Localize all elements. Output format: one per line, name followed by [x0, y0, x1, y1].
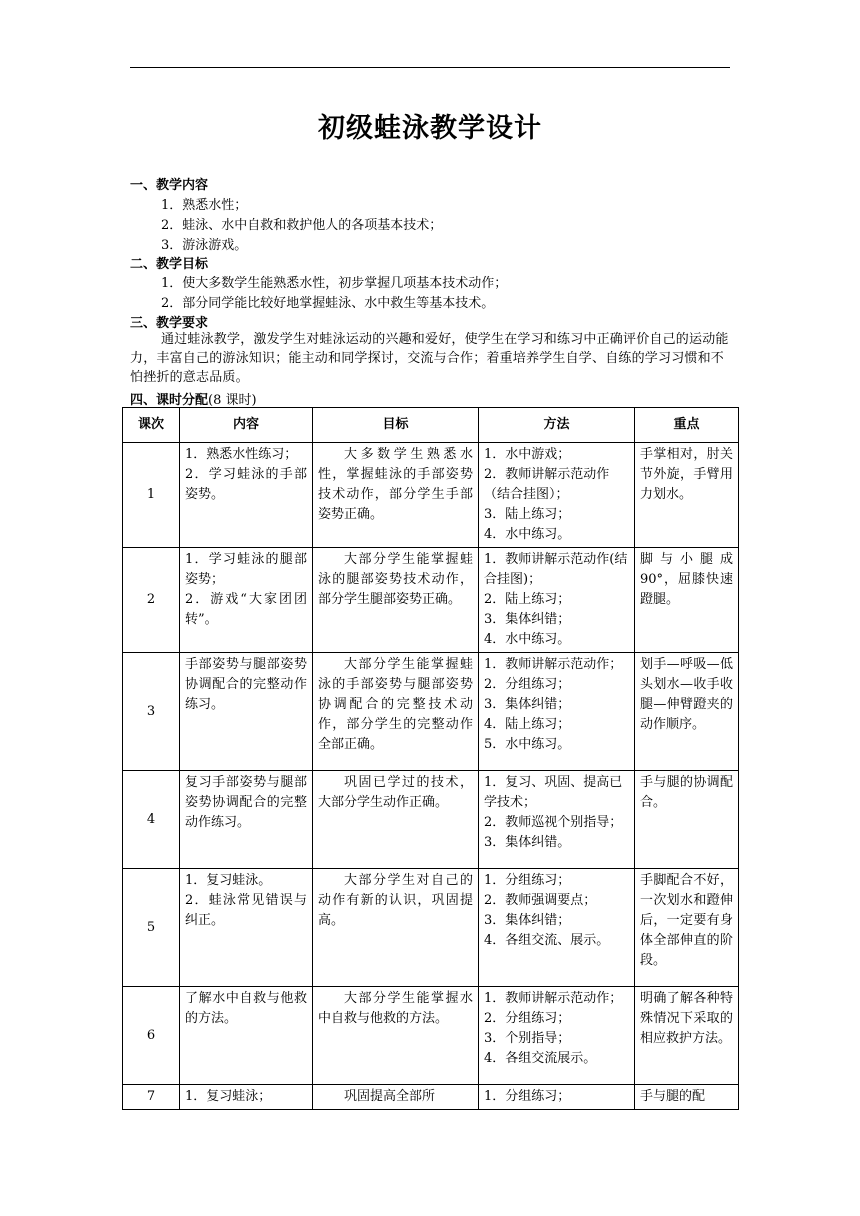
- content-line: 1．学习蛙泳的腿部姿势；: [185, 552, 307, 587]
- method-line: 1．分组练习；: [484, 1089, 571, 1104]
- cell-session-number: 6: [123, 987, 180, 1085]
- cell-focus: 划手—呼吸—低头划水—收手收腿—伸臂蹬夹的动作顺序。: [635, 653, 739, 771]
- cell-content: [180, 987, 313, 1085]
- method-line: 5．水中练习。: [484, 737, 571, 752]
- content-line: 2．学习蛙泳的手部姿势。: [185, 467, 307, 502]
- cell-method: [479, 443, 635, 548]
- method-line: 3．集体纠错；: [484, 612, 571, 627]
- header-goal: 目标: [313, 408, 479, 443]
- cell-method: [479, 771, 635, 869]
- cell-goal: 巩固已学过的技术，大部分学生动作正确。: [313, 771, 479, 869]
- cell-focus: 手脚配合不好，一次划水和蹬伸后，一定要有身体全部伸直的阶段。: [635, 869, 739, 987]
- cell-session-number: 4: [123, 771, 180, 869]
- table-row: [123, 443, 739, 548]
- content-item: 2．蛙泳、水中自救和救护他人的各项基本技术；: [161, 218, 443, 233]
- method-line: 1．水中游戏；: [484, 447, 571, 462]
- goal-item: 1．使大多数学生能熟悉水性，初步掌握几项基本技术动作；: [161, 276, 508, 291]
- cell-method: [479, 869, 635, 987]
- content-line: 2．蛙泳常见错误与纠正。: [185, 893, 307, 928]
- cell-goal: 大部分学生能掌握蛙泳的腿部姿势技术动作，部分学生腿部姿势正确。: [313, 548, 479, 653]
- table-row: [123, 771, 739, 869]
- document-title: 初级蛙泳教学设计: [318, 113, 542, 144]
- method-line: 2．教师讲解示范动作（结合挂图）；: [484, 467, 610, 502]
- content-line: 复习手部姿势与腿部姿势协调配合的完整动作练习。: [185, 775, 307, 830]
- table-row: [123, 1085, 739, 1110]
- header-rule: [130, 67, 730, 68]
- cell-content: [180, 548, 313, 653]
- method-line: 3．集体纠错；: [484, 913, 571, 928]
- method-line: 1．教师讲解示范动作(结合挂图)；: [484, 552, 628, 587]
- method-line: 4．水中练习。: [484, 632, 571, 647]
- content-line: 了解水中自救与他救的方法。: [185, 991, 307, 1026]
- cell-focus: 脚与小腿成 90°，屈膝快速蹬腿。: [635, 548, 739, 653]
- content-line: 2．游戏“大家团团转”。: [185, 592, 307, 627]
- header-session: 课次: [123, 408, 180, 443]
- method-line: 3．陆上练习；: [484, 507, 571, 522]
- cell-content: [180, 653, 313, 771]
- method-line: 3．个别指导；: [484, 1031, 571, 1046]
- cell-method: [479, 653, 635, 771]
- cell-content: [180, 1085, 313, 1110]
- cell-session-number: 2: [123, 548, 180, 653]
- header-focus: 重点: [635, 408, 739, 443]
- method-line: 3．集体纠错。: [484, 835, 571, 850]
- header-method: 方法: [479, 408, 635, 443]
- method-line: 2．教师强调要点；: [484, 893, 597, 908]
- method-line: 1．复习、巩固、提高已学技术；: [484, 775, 623, 810]
- table-row: [123, 548, 739, 653]
- goal-item: 2．部分同学能比较好地掌握蛙泳、水中救生等基本技术。: [161, 296, 495, 311]
- cell-goal: 大多数学生熟悉水性，掌握蛙泳的手部姿势技术动作，部分学生手部姿势正确。: [313, 443, 479, 548]
- method-line: 1．分组练习；: [484, 873, 571, 888]
- schedule-hours-note: (8 课时): [208, 393, 257, 408]
- method-line: 4．陆上练习；: [484, 717, 571, 732]
- content-line: 1．复习蛙泳。: [185, 873, 272, 888]
- cell-goal: 大部分学生能掌握水中自救与他救的方法。: [313, 987, 479, 1085]
- content-item: 1．熟悉水性；: [161, 198, 248, 213]
- cell-content: [180, 771, 313, 869]
- cell-focus: 手掌相对，肘关节外旋，手臂用力划水。: [635, 443, 739, 548]
- content-line: 1．熟悉水性练习；: [185, 447, 298, 462]
- method-line: 2．分组练习；: [484, 677, 571, 692]
- method-line: 3．集体纠错；: [484, 697, 571, 712]
- cell-session-number: 7: [123, 1085, 180, 1110]
- content-line: 1．复习蛙泳；: [185, 1089, 272, 1104]
- cell-content: [180, 443, 313, 548]
- method-line: 2．教师巡视个别指导；: [484, 815, 623, 830]
- method-line: 1．教师讲解示范动作；: [484, 991, 623, 1006]
- cell-content: [180, 869, 313, 987]
- section-heading-goals: 二、教学目标: [130, 257, 209, 272]
- cell-goal: 巩固提高全部所: [313, 1085, 479, 1110]
- method-line: 2．分组练习；: [484, 1011, 571, 1026]
- section-heading-schedule: [130, 389, 257, 408]
- schedule-table: [122, 407, 739, 1110]
- cell-session-number: 5: [123, 869, 180, 987]
- section-heading-content: 一、教学内容: [130, 178, 209, 193]
- method-line: 2．陆上练习；: [484, 592, 571, 607]
- method-line: 4．各组交流、展示。: [484, 933, 610, 948]
- section-heading-requirements: 三、教学要求: [130, 316, 209, 331]
- table-header-row: [123, 408, 739, 443]
- cell-session-number: 1: [123, 443, 180, 548]
- table-row: [123, 653, 739, 771]
- method-line: 1．教师讲解示范动作；: [484, 657, 623, 672]
- method-line: 4．各组交流展示。: [484, 1051, 597, 1066]
- cell-method: [479, 548, 635, 653]
- table-row: [123, 869, 739, 987]
- cell-goal: 大部分学生能掌握蛙泳的手部姿势与腿部姿势协调配合的完整技术动作，部分学生的完整动作全部正确。: [313, 653, 479, 771]
- cell-focus: 明确了解各种特殊情况下采取的相应救护方法。: [635, 987, 739, 1085]
- cell-method: [479, 1085, 635, 1110]
- table-row: [123, 987, 739, 1085]
- cell-goal: 大部分学生对自己的动作有新的认识，巩固提高。: [313, 869, 479, 987]
- cell-focus: 手与腿的配: [635, 1085, 739, 1110]
- cell-method: [479, 987, 635, 1085]
- header-content: 内容: [180, 408, 313, 443]
- cell-focus: 手与腿的协调配合。: [635, 771, 739, 869]
- method-line: 4．水中练习。: [484, 527, 571, 542]
- requirements-paragraph: 通过蛙泳教学，激发学生对蛙泳运动的兴趣和爱好，使学生在学习和练习中正确评价自己的运动能力，丰富自己的游泳知识；能主动和同学探讨，交流与合作；着重培养学生自学、自练的学习习惯和不怕挫折的意志品质。: [130, 332, 729, 385]
- cell-session-number: 3: [123, 653, 180, 771]
- content-line: 手部姿势与腿部姿势协调配合的完整动作练习。: [185, 657, 307, 712]
- content-item: 3．游泳游戏。: [161, 238, 248, 253]
- schedule-heading-text: 四、课时分配: [130, 393, 209, 408]
